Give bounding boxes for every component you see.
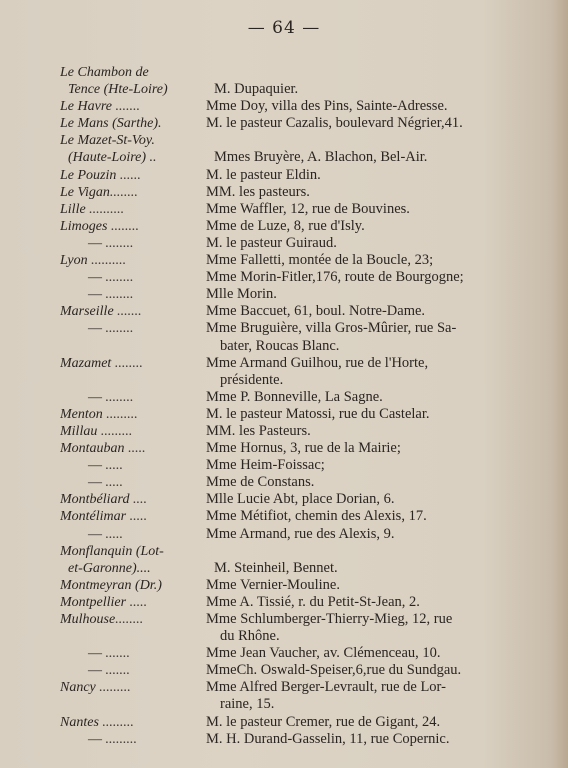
- list-item: [60, 303, 535, 320]
- dot-leader: .....: [102, 526, 123, 542]
- place-name: [60, 269, 206, 286]
- place-label: —: [88, 321, 102, 337]
- place-name: [60, 167, 206, 184]
- dot-leader: ........: [102, 389, 134, 405]
- entry-text: Mme Doy, villa des Pins, Sainte-Adresse.: [206, 98, 448, 115]
- entry-text: Mme Schlumberger-Thierry-Mieg, 12, rue: [206, 611, 453, 627]
- list-item: [60, 731, 535, 748]
- dot-leader: ....: [129, 492, 147, 508]
- entry-text: Mme Jean Vaucher, av. Clémenceau, 10.: [206, 645, 441, 662]
- entry-text: Mme de Luze, 8, rue d'Isly.: [206, 217, 365, 234]
- list-item: [60, 355, 535, 372]
- place-label: Nancy: [60, 680, 96, 696]
- entry-text: M. H. Durand-Gasselin, 11, rue Copernic.: [206, 730, 450, 747]
- list-item: [60, 594, 535, 611]
- place-name: [60, 457, 206, 474]
- list-item: [60, 81, 535, 98]
- dot-leader: .........: [102, 406, 138, 422]
- place-name: [60, 184, 206, 201]
- dot-leader: .........: [95, 680, 131, 696]
- place-name: [60, 474, 206, 491]
- place-label: —: [88, 287, 102, 303]
- list-item: [60, 457, 535, 474]
- entry-text: M. le pasteur Cazalis, boulevard Négrier,41.: [206, 115, 463, 132]
- list-item: [60, 98, 535, 115]
- dot-leader: ........: [109, 184, 138, 200]
- list-item: [60, 372, 535, 389]
- entry-text: Mme P. Bonneville, La Sagne.: [206, 388, 383, 405]
- dot-leader: .......: [111, 99, 140, 115]
- dot-leader: .....: [102, 458, 123, 474]
- list-item: [60, 406, 535, 423]
- entry-text: Mme Hornus, 3, rue de la Mairie;: [206, 440, 401, 457]
- place-label: —: [88, 270, 102, 286]
- place-label: —: [88, 389, 102, 405]
- place-name: [60, 560, 214, 577]
- list-item: [60, 423, 535, 440]
- place-label: (Haute-Loire) ..: [68, 150, 157, 166]
- entry-text: M. le pasteur Cremer, rue de Gigant, 24.: [206, 713, 441, 730]
- dot-leader: .....: [124, 441, 146, 457]
- dot-leader: ........: [102, 235, 134, 251]
- list-item: [60, 628, 535, 645]
- place-name: [60, 594, 206, 611]
- place-label: —: [88, 526, 102, 542]
- place-label: Menton: [60, 406, 103, 422]
- place-label: Monflanquin (Lot-: [60, 543, 164, 559]
- list-item: [60, 491, 535, 508]
- address-list: [60, 64, 535, 748]
- entry-text: Mme Vernier-Mouline.: [206, 576, 340, 593]
- entry-text: M. Dupaquier.: [214, 81, 299, 98]
- dot-leader: ........: [111, 355, 143, 371]
- place-label: Le Chambon de: [60, 65, 149, 80]
- entry-text: Mme Falletti, montée de la Boucle, 23;: [206, 252, 434, 269]
- place-label: et-Garonne)....: [68, 560, 151, 576]
- list-item: [60, 320, 535, 337]
- place-label: Mazamet: [60, 355, 112, 371]
- place-label: Nantes: [60, 714, 99, 730]
- entry-text: Mme Armand, rue des Alexis, 9.: [206, 525, 395, 542]
- entry-text: Mme A. Tissié, r. du Petit-St-Jean, 2.: [206, 593, 420, 610]
- dot-leader: .......: [102, 663, 130, 679]
- dot-leader: ........: [102, 287, 134, 303]
- entry-text: Mme Heim-Foissac;: [206, 457, 325, 474]
- entry-text: Mme Alfred Berger-Levrault, rue de Lor-: [206, 679, 446, 696]
- entry-text: bater, Roucas Blanc.: [220, 337, 340, 354]
- place-label: —: [88, 458, 102, 474]
- place-label: Le Mazet-St-Voy.: [60, 133, 155, 149]
- entry-text: raine, 15.: [220, 696, 275, 713]
- list-item: [60, 389, 535, 406]
- dot-leader: .........: [98, 714, 134, 730]
- place-name: [60, 81, 214, 98]
- entry-text: M. le pasteur Eldin.: [206, 166, 321, 183]
- list-item: [60, 474, 535, 491]
- entry-text: M. le pasteur Guiraud.: [206, 234, 337, 251]
- list-item: [60, 611, 535, 628]
- place-label: Montmeyran (Dr.): [60, 577, 162, 593]
- page-number: — 64 —: [247, 18, 321, 38]
- place-label: Millau: [60, 423, 98, 439]
- place-name: [60, 662, 206, 679]
- entry-text: Mlle Morin.: [206, 286, 277, 303]
- dot-leader: .......: [113, 304, 142, 320]
- entry-text: Mmes Bruyère, A. Blachon, Bel-Air.: [214, 149, 428, 166]
- place-label: Montauban: [60, 441, 125, 457]
- list-item: [60, 662, 535, 679]
- place-label: Lille: [60, 201, 86, 217]
- place-name: [60, 132, 206, 149]
- list-item: [60, 338, 535, 355]
- entry-text: Mme Morin-Fitler,176, route de Bourgogne;: [206, 269, 464, 286]
- place-label: Lyon: [60, 253, 88, 269]
- list-item: [60, 167, 535, 184]
- entry-text: Mme Baccuet, 61, boul. Notre-Dame.: [206, 303, 426, 320]
- place-name: [60, 440, 206, 457]
- place-name: [60, 115, 206, 132]
- list-item: [60, 577, 535, 594]
- dot-leader: ........: [102, 321, 134, 337]
- place-name: [60, 149, 214, 166]
- place-label: Tence (Hte-Loire): [68, 82, 168, 98]
- dot-leader: .........: [102, 731, 137, 747]
- place-name: [60, 252, 206, 269]
- place-label: Montbéliard: [60, 492, 130, 508]
- entry-text: présidente.: [220, 371, 284, 388]
- list-item: [60, 645, 535, 662]
- place-name: [60, 406, 206, 423]
- entry-text: MM. les pasteurs.: [206, 183, 310, 200]
- dot-leader: ..........: [87, 253, 127, 269]
- place-name: [60, 645, 206, 662]
- dot-leader: ........: [107, 218, 139, 234]
- place-label: Mulhouse: [60, 612, 116, 627]
- dot-leader: .....: [126, 509, 148, 525]
- dot-leader: .........: [97, 423, 133, 439]
- list-item: [60, 508, 535, 525]
- list-item: [60, 64, 535, 81]
- entry-text: M. le pasteur Matossi, rue du Castelar.: [206, 405, 430, 422]
- place-name: [60, 543, 206, 560]
- dot-leader: ......: [116, 167, 141, 183]
- place-name: [60, 235, 206, 252]
- place-name: [60, 731, 206, 748]
- place-label: —: [88, 663, 102, 679]
- list-item: [60, 115, 535, 132]
- place-label: Le Vigan: [60, 184, 110, 200]
- entry-text: MmeCh. Oswald-Speiser,6,rue du Sundgau.: [206, 662, 462, 679]
- list-item: [60, 526, 535, 543]
- place-label: Le Mans (Sarthe).: [60, 116, 162, 132]
- place-label: Marseille: [60, 304, 114, 320]
- place-label: —: [88, 235, 102, 251]
- list-item: [60, 235, 535, 252]
- place-name: [60, 303, 206, 320]
- place-name: [60, 423, 206, 440]
- list-item: [60, 149, 535, 166]
- place-name: [60, 201, 206, 218]
- dot-leader: ..........: [85, 201, 125, 217]
- list-item: [60, 269, 535, 286]
- list-item: [60, 286, 535, 303]
- dot-leader: .......: [102, 646, 130, 662]
- list-item: [60, 543, 535, 560]
- dot-leader: .....: [102, 475, 123, 491]
- place-name: [60, 491, 206, 508]
- place-name: [60, 389, 206, 406]
- list-item: [60, 201, 535, 218]
- entry-text: du Rhône.: [220, 628, 280, 645]
- place-name: [60, 218, 206, 235]
- place-name: [60, 64, 206, 81]
- place-name: [60, 679, 206, 696]
- place-label: —: [88, 646, 102, 662]
- place-name: [60, 320, 206, 337]
- list-item: [60, 696, 535, 713]
- place-label: —: [88, 475, 102, 491]
- list-item: [60, 560, 535, 577]
- place-name: [60, 98, 206, 115]
- entry-text: Mme Waffler, 12, rue de Bouvines.: [206, 200, 410, 217]
- dot-leader: ........: [102, 270, 134, 286]
- entry-text: MM. les Pasteurs.: [206, 422, 311, 439]
- place-name: [60, 714, 206, 731]
- entry-text: M. Steinheil, Bennet.: [214, 559, 338, 576]
- list-item: [60, 132, 535, 149]
- place-label: —: [88, 731, 102, 747]
- entry-text: Mme Métifiot, chemin des Alexis, 17.: [206, 508, 427, 525]
- entry-text: Mme Armand Guilhou, rue de l'Horte,: [206, 354, 429, 371]
- entry-text: Mme Bruguière, villa Gros-Mûrier, rue Sa-: [206, 320, 457, 337]
- list-item: [60, 252, 535, 269]
- place-label: Le Pouzin: [60, 167, 117, 183]
- place-label: Limoges: [60, 218, 108, 234]
- list-item: [60, 218, 535, 235]
- place-name: [60, 526, 206, 543]
- place-label: Le Havre: [60, 99, 112, 115]
- list-item: [60, 679, 535, 696]
- place-name: [60, 286, 206, 303]
- dot-leader: ........: [115, 612, 144, 627]
- place-name: [60, 355, 206, 372]
- dot-leader: .....: [126, 594, 148, 610]
- entry-text: Mlle Lucie Abt, place Dorian, 6.: [206, 491, 395, 508]
- list-item: [60, 440, 535, 457]
- place-label: Montélimar: [60, 509, 127, 525]
- list-item: [60, 714, 535, 731]
- place-name: [60, 508, 206, 525]
- list-item: [60, 184, 535, 201]
- entry-text: Mme de Constans.: [206, 474, 315, 491]
- place-label: Montpellier: [60, 594, 127, 610]
- place-name: [60, 611, 206, 628]
- place-name: [60, 577, 206, 594]
